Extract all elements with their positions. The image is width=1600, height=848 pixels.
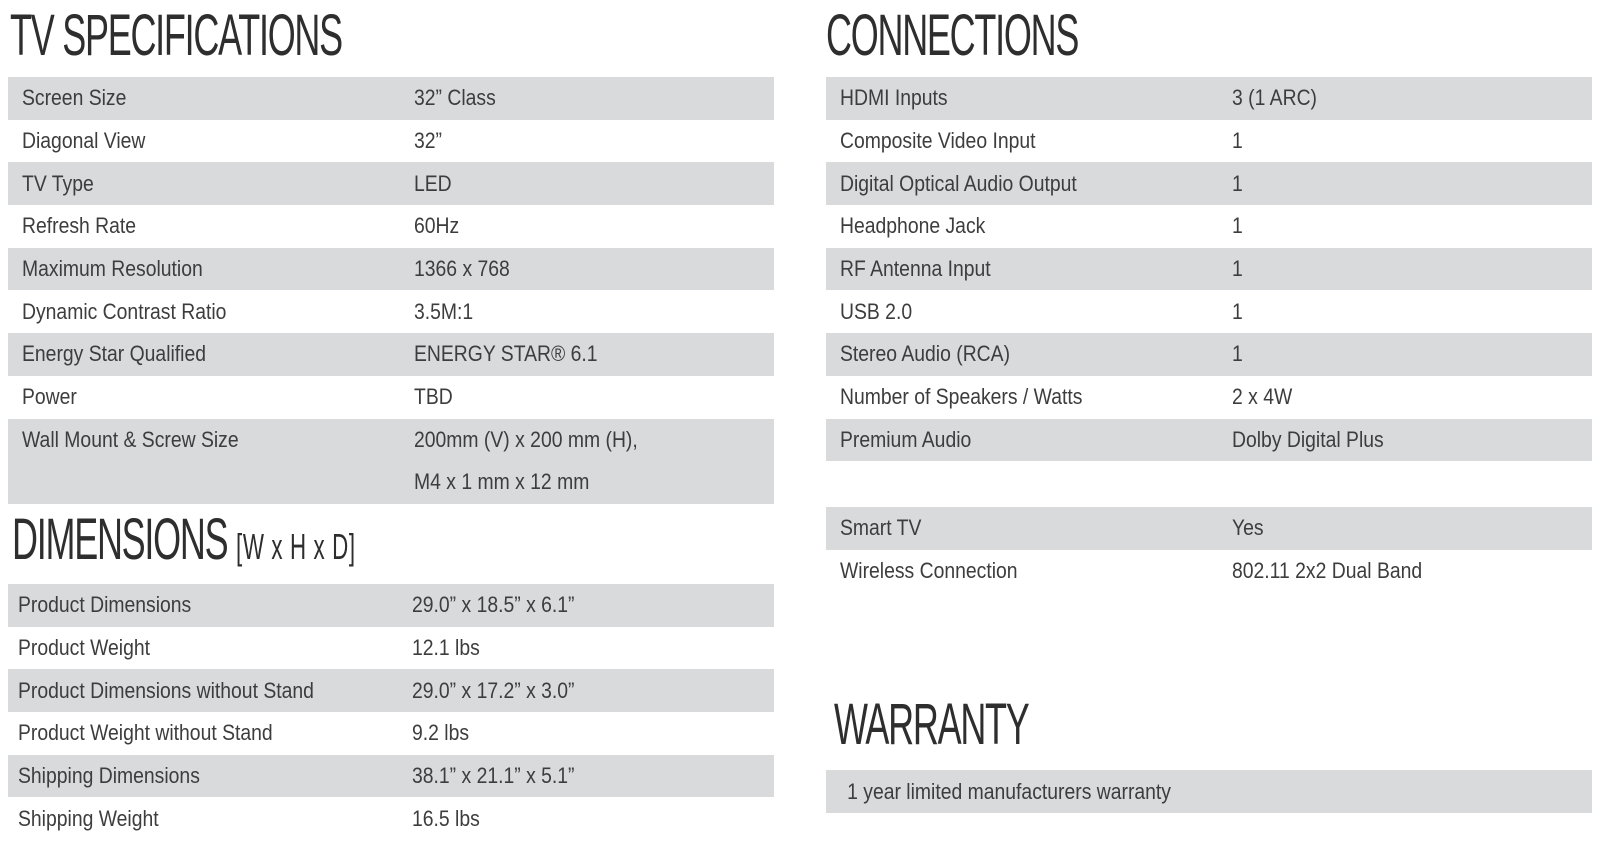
spec-value: LED xyxy=(414,162,774,205)
spec-label: Energy Star Qualified xyxy=(8,333,414,376)
table-row xyxy=(826,290,1592,333)
table-row xyxy=(826,333,1592,376)
tv-specifications-title: TV SPECIFICATIONS xyxy=(10,3,342,68)
warranty-row xyxy=(826,770,1592,813)
spec-value-line: M4 x 1 mm x 12 mm xyxy=(414,469,590,495)
spec-value: 60Hz xyxy=(414,213,460,239)
table-row xyxy=(8,162,774,205)
table-row xyxy=(826,550,1592,593)
table-row xyxy=(8,584,774,627)
spec-label: Power xyxy=(22,384,77,410)
spec-value: 12.1 lbs xyxy=(412,635,480,661)
table-row xyxy=(8,376,774,419)
spec-value: 1 xyxy=(1232,248,1592,291)
warranty-text: 1 year limited manufacturers warranty xyxy=(847,779,1171,804)
spec-label: Smart TV xyxy=(826,507,1232,550)
spec-label: Stereo Audio (RCA) xyxy=(826,333,1232,376)
spec-label: Wall Mount & Screw Size xyxy=(8,419,414,504)
table-row xyxy=(826,376,1592,419)
spec-value: 1 xyxy=(1232,333,1592,376)
tv-specifications-table xyxy=(8,77,774,504)
table-row xyxy=(826,419,1592,462)
spec-value: 38.1” x 21.1” x 5.1” xyxy=(412,755,774,798)
spec-value: 2 x 4W xyxy=(1232,384,1293,410)
table-row xyxy=(826,120,1592,163)
spec-label: Shipping Dimensions xyxy=(8,755,412,798)
spec-label: HDMI Inputs xyxy=(826,77,1232,120)
spec-value: TBD xyxy=(414,384,453,410)
table-row xyxy=(8,627,774,670)
spec-label: Refresh Rate xyxy=(22,213,137,239)
spec-label: Product Dimensions without Stand xyxy=(8,669,412,712)
table-row xyxy=(8,669,774,712)
spec-value: ENERGY STAR® 6.1 xyxy=(414,333,774,376)
connections-title: CONNECTIONS xyxy=(826,3,1079,68)
spec-value: 1 xyxy=(1232,128,1243,154)
table-row xyxy=(8,712,774,755)
spec-value: 802.11 2x2 Dual Band xyxy=(1232,558,1423,584)
spec-label: Diagonal View xyxy=(22,128,146,154)
table-row xyxy=(8,333,774,376)
spec-label: Shipping Weight xyxy=(18,805,159,831)
table-row xyxy=(826,77,1592,120)
table-row xyxy=(8,205,774,248)
table-row xyxy=(826,507,1592,550)
dimensions-subtitle: [W x H x D] xyxy=(236,526,356,567)
spec-value: 32” Class xyxy=(414,77,774,120)
spec-label: Wireless Connection xyxy=(840,558,1018,584)
table-row xyxy=(8,419,774,504)
dimensions-table xyxy=(8,584,774,840)
spec-label: USB 2.0 xyxy=(840,298,913,324)
connections-table xyxy=(826,77,1592,461)
spec-value: 1 xyxy=(1232,213,1243,239)
spec-value: 3 (1 ARC) xyxy=(1232,77,1592,120)
warranty-title: WARRANTY xyxy=(834,692,1029,757)
table-row xyxy=(8,797,774,840)
spec-value: 3.5M:1 xyxy=(414,298,474,324)
spec-label: Dynamic Contrast Ratio xyxy=(22,298,227,324)
spec-value: Yes xyxy=(1232,507,1592,550)
spec-value: 16.5 lbs xyxy=(412,805,480,831)
spec-value: 29.0” x 17.2” x 3.0” xyxy=(412,669,774,712)
spec-value: 32” xyxy=(414,128,442,154)
table-row xyxy=(8,120,774,163)
table-row xyxy=(8,290,774,333)
table-row xyxy=(826,248,1592,291)
spec-label: Maximum Resolution xyxy=(8,248,414,291)
spec-label: Product Weight without Stand xyxy=(18,720,273,746)
table-row xyxy=(8,755,774,798)
spec-label: Product Weight xyxy=(18,635,151,661)
spec-value: Dolby Digital Plus xyxy=(1232,419,1592,462)
spec-value: 9.2 lbs xyxy=(412,720,470,746)
spec-value: 1366 x 768 xyxy=(414,248,774,291)
spec-label: Product Dimensions xyxy=(8,584,412,627)
spec-label: Premium Audio xyxy=(826,419,1232,462)
table-row xyxy=(8,248,774,291)
spec-label: Composite Video Input xyxy=(840,128,1036,154)
spec-label: Digital Optical Audio Output xyxy=(826,162,1232,205)
table-row xyxy=(826,162,1592,205)
spec-label: RF Antenna Input xyxy=(826,248,1232,291)
smart-tv-table xyxy=(826,507,1592,592)
table-row xyxy=(826,205,1592,248)
spec-value: 1 xyxy=(1232,162,1592,205)
dimensions-title: DIMENSIONS [W x H x D] xyxy=(12,507,356,572)
spec-label: TV Type xyxy=(8,162,414,205)
spec-label: Number of Speakers / Watts xyxy=(840,384,1083,410)
table-row xyxy=(8,77,774,120)
spec-value-line: 200mm (V) x 200 mm (H), xyxy=(414,426,638,452)
spec-value xyxy=(414,419,774,504)
spec-value: 1 xyxy=(1232,298,1243,324)
spec-label: Headphone Jack xyxy=(840,213,986,239)
spec-value: 29.0” x 18.5” x 6.1” xyxy=(412,584,774,627)
spec-label: Screen Size xyxy=(8,77,414,120)
